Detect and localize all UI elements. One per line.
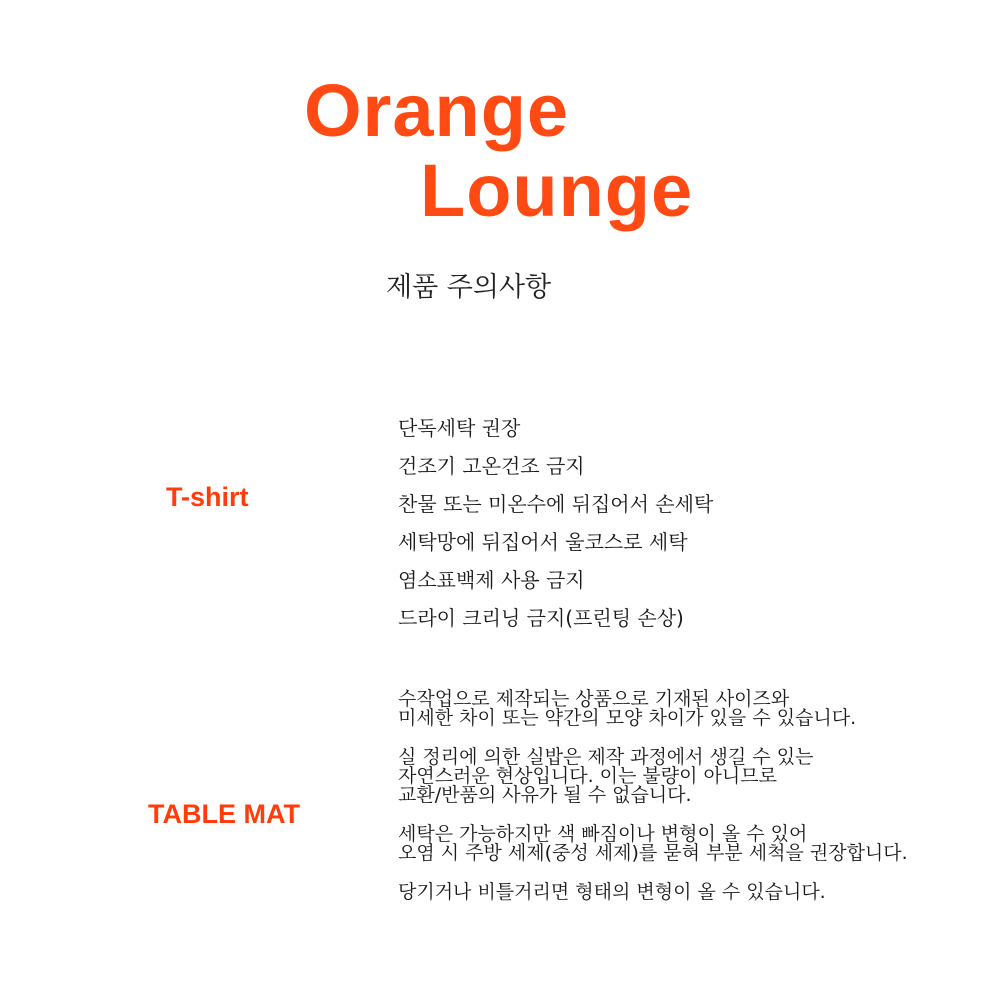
note-line: 오염 시 주방 세제(중성 세제)를 묻혀 부분 세척을 권장합니다. bbox=[398, 842, 908, 864]
page-title: 제품 주의사항 bbox=[386, 272, 552, 303]
tshirt-care-list bbox=[398, 412, 713, 640]
note-line: 미세한 차이 또는 약간의 모양 차이가 있을 수 있습니다. bbox=[398, 707, 857, 729]
list-item: 단독세탁 권장 bbox=[398, 416, 521, 440]
note-paragraph bbox=[398, 690, 988, 728]
note-line: 당기거나 비틀거리면 형태의 변형이 올 수 있습니다. bbox=[398, 881, 826, 903]
note-line: 세탁은 가능하지만 색 빠짐이나 변형이 올 수 있어 bbox=[398, 823, 808, 845]
note-paragraph bbox=[398, 883, 988, 902]
note-line: 실 정리에 의한 실밥은 제작 과정에서 생길 수 있는 bbox=[398, 746, 814, 768]
note-paragraph bbox=[398, 748, 988, 805]
list-item: 세탁망에 뒤집어서 울코스로 세탁 bbox=[398, 530, 688, 554]
section-label-tshirt: T-shirt bbox=[166, 482, 249, 512]
list-item: 드라이 크리닝 금지(프린팅 손상) bbox=[398, 606, 684, 630]
note-line: 수작업으로 제작되는 상품으로 기재된 사이즈와 bbox=[398, 688, 790, 710]
list-item: 찬물 또는 미온수에 뒤집어서 손세탁 bbox=[398, 492, 714, 516]
list-item: 건조기 고온건조 금지 bbox=[398, 454, 585, 478]
brand-logo-line1: Orange bbox=[304, 69, 570, 152]
section-label-tablemat: TABLE MAT bbox=[148, 799, 300, 829]
note-line: 자연스러운 현상입니다. 이는 불량이 아니므로 bbox=[398, 765, 777, 787]
list-item: 염소표백제 사용 금지 bbox=[398, 568, 585, 592]
tablemat-care-notes bbox=[398, 690, 988, 922]
note-line: 교환/반품의 사유가 될 수 없습니다. bbox=[398, 784, 692, 806]
brand-logo-line2: Lounge bbox=[420, 149, 694, 232]
note-paragraph bbox=[398, 825, 988, 863]
